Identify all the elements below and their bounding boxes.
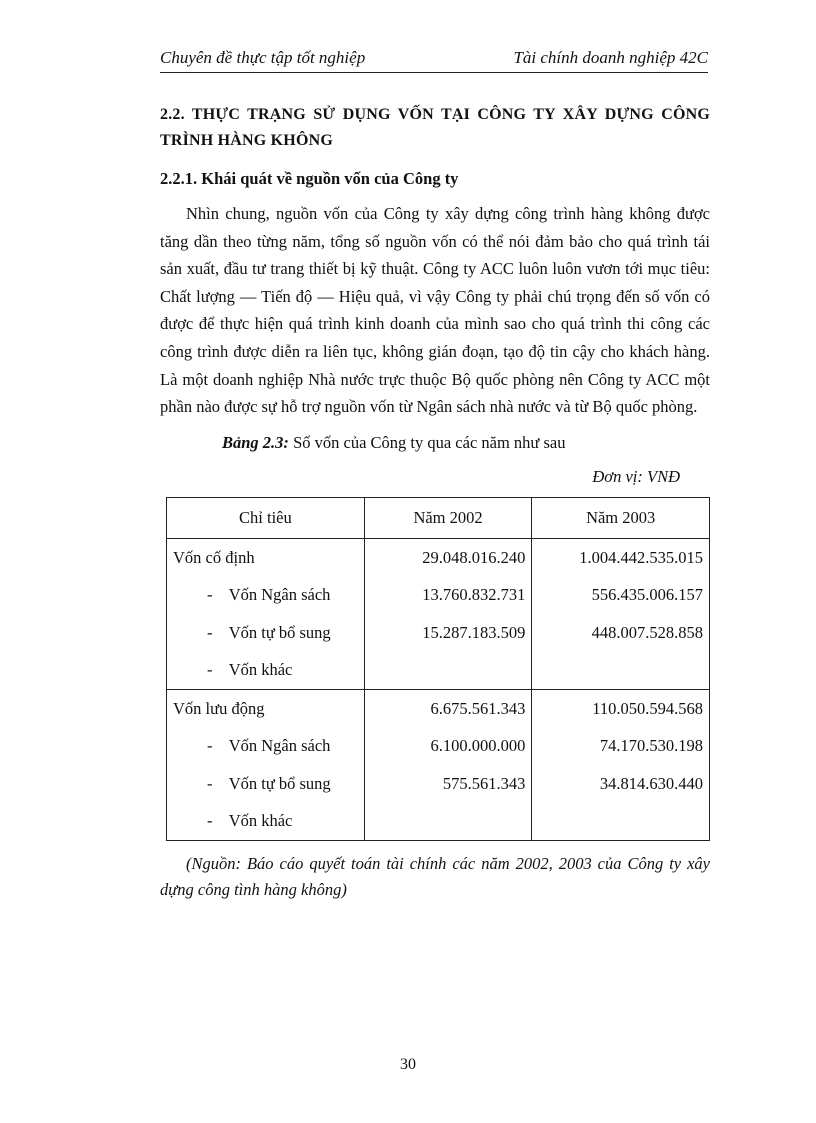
source-note: (Nguồn: Báo cáo quyết toán tài chính các năm 2002, 2003 của Công ty xây dựng công tình hàng không)	[160, 853, 710, 899]
value-2002: 6.100.000.000	[364, 727, 532, 765]
row-label: Vốn cố định	[167, 538, 365, 576]
value-2002: 13.760.832.731	[364, 576, 532, 614]
value-2002	[364, 802, 532, 840]
table-caption-text: Số vốn của Công ty qua các năm như sau	[288, 432, 566, 452]
table-row	[167, 651, 710, 689]
header-right-text: Tài chính doanh nghiệp 42C	[513, 48, 708, 67]
header-cell: Năm 2002	[364, 497, 532, 538]
value-2003: 556.435.006.157	[532, 576, 710, 614]
table-row	[167, 538, 710, 576]
value-2002: 15.287.183.509	[364, 614, 532, 652]
capital-table	[166, 497, 710, 841]
body-paragraph: Nhìn chung, nguồn vốn của Công ty xây dựng công trình hàng không được tăng dần theo từng năm, tổng số nguồn vốn có thể nói đảm bảo cho quá trình tái sản xuất, đầu tư trang thiết bị kỹ thuật. Công ty ACC luôn luôn vươn tới mục tiêu: Chất lượng — Tiến độ — Hiệu quả, vì vậy Công ty phải chú trọng đến số vốn có được để thực hiện quá trình kinh doanh của mình sao cho quá trình thi công các công trình được diễn ra liên tục, không gián đoạn, tạo độ tin cậy cho khách hàng. Là một doanh nghiệp Nhà nước trực thuộc Bộ quốc phòng nên Công ty ACC một phần nào được sự hỗ trợ nguồn vốn từ Ngân sách nhà nước và từ Bộ quốc phòng.	[160, 204, 710, 417]
section-title: 2.2. THỰC TRẠNG SỬ DỤNG VỐN TẠI CÔNG TY XÂY DỰNG CÔNG TRÌNH HÀNG KHÔNG	[160, 106, 710, 149]
row-label: - Vốn khác	[167, 651, 365, 689]
page-content	[160, 102, 710, 903]
page-header	[160, 48, 708, 73]
value-2003	[532, 802, 710, 840]
table-row	[167, 727, 710, 765]
page-number: 30	[400, 1056, 416, 1073]
row-label: - Vốn khác	[167, 802, 365, 840]
row-label: - Vốn tự bổ sung	[167, 765, 365, 803]
table-caption-label: Bảng 2.3:	[222, 432, 289, 452]
value-2002: 6.675.561.343	[364, 689, 532, 727]
table-row	[167, 765, 710, 803]
row-label: Vốn lưu động	[167, 689, 365, 727]
subsection-title: 2.2.1. Khái quát về nguồn vốn của Công ty	[160, 169, 459, 188]
unit-label: Đơn vị: VNĐ	[592, 466, 680, 486]
value-2003: 1.004.442.535.015	[532, 538, 710, 576]
header-cell: Năm 2003	[532, 497, 710, 538]
value-2003	[532, 651, 710, 689]
table-row	[167, 802, 710, 840]
table-caption	[222, 431, 710, 455]
value-2002	[364, 651, 532, 689]
value-2002: 575.561.343	[364, 765, 532, 803]
header-left-text: Chuyên đề thực tập tốt nghiệp	[160, 48, 366, 67]
table-header-row	[167, 497, 710, 538]
value-2003: 74.170.530.198	[532, 727, 710, 765]
value-2003: 110.050.594.568	[532, 689, 710, 727]
row-label: - Vốn Ngân sách	[167, 727, 365, 765]
value-2003: 34.814.630.440	[532, 765, 710, 803]
row-label: - Vốn Ngân sách	[167, 576, 365, 614]
table-row	[167, 576, 710, 614]
row-label: - Vốn tự bổ sung	[167, 614, 365, 652]
value-2003: 448.007.528.858	[532, 614, 710, 652]
header-cell: Chỉ tiêu	[167, 497, 365, 538]
table-row	[167, 614, 710, 652]
table-row	[167, 689, 710, 727]
value-2002: 29.048.016.240	[364, 538, 532, 576]
